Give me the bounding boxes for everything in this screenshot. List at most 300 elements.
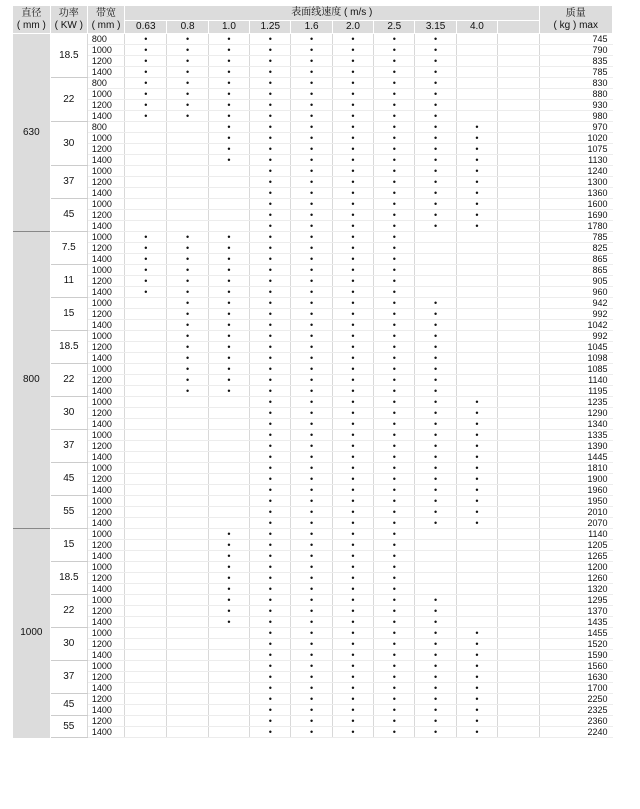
- belt-width-cell: 1400: [87, 452, 124, 463]
- availability-dot: •: [291, 639, 332, 650]
- empty-cell: [125, 177, 167, 188]
- power-cell: 15: [50, 529, 87, 562]
- availability-dot: •: [415, 628, 456, 639]
- empty-cell: [498, 650, 539, 661]
- availability-dot: •: [250, 474, 291, 485]
- table-row: [13, 331, 613, 342]
- availability-dot: •: [167, 100, 208, 111]
- availability-dot: •: [250, 67, 291, 78]
- availability-dot: •: [250, 672, 291, 683]
- availability-dot: •: [332, 34, 373, 45]
- spec-table-container: [13, 6, 613, 738]
- power-unit: ( KW ): [54, 20, 83, 31]
- belt-width-cell: 1000: [87, 364, 124, 375]
- availability-dot: •: [332, 56, 373, 67]
- empty-cell: [415, 254, 456, 265]
- speed-col-header: 2.5: [374, 21, 415, 34]
- table-row: [13, 56, 613, 67]
- power-cell: 7.5: [50, 232, 87, 265]
- availability-dot: •: [250, 276, 291, 287]
- empty-cell: [125, 595, 167, 606]
- availability-dot: •: [374, 144, 415, 155]
- empty-cell: [498, 122, 539, 133]
- table-row: [13, 716, 613, 727]
- mass-cell: 1295: [539, 595, 613, 606]
- empty-cell: [125, 507, 167, 518]
- table-row: [13, 100, 613, 111]
- availability-dot: •: [415, 188, 456, 199]
- empty-cell: [125, 474, 167, 485]
- availability-dot: •: [332, 485, 373, 496]
- empty-cell: [167, 705, 208, 716]
- mass-cell: 930: [539, 100, 613, 111]
- availability-dot: •: [374, 727, 415, 738]
- availability-dot: •: [456, 452, 497, 463]
- availability-dot: •: [167, 353, 208, 364]
- empty-cell: [208, 474, 249, 485]
- table-row: [13, 650, 613, 661]
- availability-dot: •: [374, 540, 415, 551]
- availability-dot: •: [374, 419, 415, 430]
- mass-cell: 2360: [539, 716, 613, 727]
- availability-dot: •: [250, 331, 291, 342]
- availability-dot: •: [125, 254, 167, 265]
- availability-dot: •: [250, 727, 291, 738]
- availability-dot: •: [374, 529, 415, 540]
- empty-cell: [498, 573, 539, 584]
- empty-cell: [125, 386, 167, 397]
- mass-cell: 1900: [539, 474, 613, 485]
- availability-dot: •: [250, 100, 291, 111]
- availability-dot: •: [415, 452, 456, 463]
- availability-dot: •: [125, 100, 167, 111]
- mass-cell: 1370: [539, 606, 613, 617]
- mass-cell: 992: [539, 309, 613, 320]
- empty-cell: [456, 298, 497, 309]
- availability-dot: •: [374, 254, 415, 265]
- availability-dot: •: [250, 375, 291, 386]
- empty-cell: [498, 155, 539, 166]
- empty-cell: [456, 551, 497, 562]
- availability-dot: •: [250, 496, 291, 507]
- availability-dot: •: [415, 386, 456, 397]
- belt-width-cell: 1400: [87, 705, 124, 716]
- power-cell: 22: [50, 595, 87, 628]
- availability-dot: •: [125, 265, 167, 276]
- belt-width-cell: 1200: [87, 540, 124, 551]
- availability-dot: •: [250, 705, 291, 716]
- availability-dot: •: [208, 243, 249, 254]
- empty-cell: [167, 584, 208, 595]
- availability-dot: •: [167, 67, 208, 78]
- availability-dot: •: [456, 716, 497, 727]
- availability-dot: •: [250, 221, 291, 232]
- empty-cell: [498, 67, 539, 78]
- availability-dot: •: [125, 287, 167, 298]
- availability-dot: •: [208, 364, 249, 375]
- availability-dot: •: [374, 243, 415, 254]
- mass-cell: 960: [539, 287, 613, 298]
- empty-cell: [167, 133, 208, 144]
- table-row: [13, 386, 613, 397]
- availability-dot: •: [167, 342, 208, 353]
- availability-dot: •: [291, 386, 332, 397]
- empty-cell: [125, 716, 167, 727]
- availability-dot: •: [208, 100, 249, 111]
- availability-dot: •: [415, 650, 456, 661]
- availability-dot: •: [415, 705, 456, 716]
- diameter-cell: 630: [13, 34, 50, 232]
- speed-col-header: 1.25: [250, 21, 291, 34]
- power-cell: 15: [50, 298, 87, 331]
- spec-table: [13, 6, 613, 738]
- table-row: [13, 254, 613, 265]
- availability-dot: •: [415, 342, 456, 353]
- table-row: [13, 199, 613, 210]
- availability-dot: •: [250, 408, 291, 419]
- empty-cell: [456, 56, 497, 67]
- availability-dot: •: [332, 584, 373, 595]
- availability-dot: •: [125, 243, 167, 254]
- availability-dot: •: [332, 166, 373, 177]
- empty-cell: [456, 606, 497, 617]
- availability-dot: •: [332, 320, 373, 331]
- belt-width-cell: 1200: [87, 100, 124, 111]
- availability-dot: •: [208, 551, 249, 562]
- availability-dot: •: [332, 298, 373, 309]
- availability-dot: •: [332, 353, 373, 364]
- availability-dot: •: [332, 89, 373, 100]
- availability-dot: •: [415, 177, 456, 188]
- table-row: [13, 584, 613, 595]
- empty-cell: [498, 485, 539, 496]
- availability-dot: •: [374, 397, 415, 408]
- empty-cell: [125, 122, 167, 133]
- availability-dot: •: [125, 56, 167, 67]
- mass-cell: 2240: [539, 727, 613, 738]
- availability-dot: •: [415, 122, 456, 133]
- table-row: [13, 188, 613, 199]
- availability-dot: •: [208, 342, 249, 353]
- availability-dot: •: [125, 232, 167, 243]
- availability-dot: •: [250, 144, 291, 155]
- empty-cell: [456, 595, 497, 606]
- availability-dot: •: [415, 485, 456, 496]
- table-row: [13, 122, 613, 133]
- mass-cell: 1200: [539, 562, 613, 573]
- availability-dot: •: [415, 606, 456, 617]
- availability-dot: •: [374, 34, 415, 45]
- table-row: [13, 155, 613, 166]
- availability-dot: •: [208, 529, 249, 540]
- belt-width-cell: 1000: [87, 430, 124, 441]
- availability-dot: •: [208, 67, 249, 78]
- empty-cell: [125, 573, 167, 584]
- empty-cell: [167, 540, 208, 551]
- empty-cell: [456, 45, 497, 56]
- availability-dot: •: [208, 298, 249, 309]
- empty-cell: [456, 331, 497, 342]
- belt-width-cell: 1200: [87, 441, 124, 452]
- empty-cell: [456, 353, 497, 364]
- availability-dot: •: [250, 364, 291, 375]
- availability-dot: •: [291, 34, 332, 45]
- availability-dot: •: [291, 342, 332, 353]
- empty-cell: [456, 265, 497, 276]
- availability-dot: •: [291, 408, 332, 419]
- mass-cell: 1455: [539, 628, 613, 639]
- empty-cell: [125, 430, 167, 441]
- speed-col-header: 0.8: [167, 21, 208, 34]
- empty-cell: [167, 573, 208, 584]
- availability-dot: •: [332, 628, 373, 639]
- availability-dot: •: [291, 661, 332, 672]
- availability-dot: •: [208, 375, 249, 386]
- availability-dot: •: [250, 562, 291, 573]
- belt-width-cell: 1000: [87, 133, 124, 144]
- belt-width-cell: 1200: [87, 177, 124, 188]
- availability-dot: •: [250, 232, 291, 243]
- availability-dot: •: [167, 276, 208, 287]
- availability-dot: •: [332, 254, 373, 265]
- availability-dot: •: [374, 331, 415, 342]
- availability-dot: •: [291, 672, 332, 683]
- availability-dot: •: [291, 166, 332, 177]
- availability-dot: •: [374, 507, 415, 518]
- empty-cell: [456, 386, 497, 397]
- availability-dot: •: [332, 683, 373, 694]
- availability-dot: •: [332, 188, 373, 199]
- table-row: [13, 518, 613, 529]
- availability-dot: •: [291, 155, 332, 166]
- availability-dot: •: [332, 540, 373, 551]
- empty-cell: [208, 507, 249, 518]
- availability-dot: •: [250, 595, 291, 606]
- mass-cell: 1130: [539, 155, 613, 166]
- availability-dot: •: [332, 221, 373, 232]
- empty-cell: [125, 463, 167, 474]
- mass-cell: 785: [539, 67, 613, 78]
- empty-cell: [167, 441, 208, 452]
- mass-cell: 1360: [539, 188, 613, 199]
- availability-dot: •: [250, 111, 291, 122]
- availability-dot: •: [250, 210, 291, 221]
- table-row: [13, 474, 613, 485]
- empty-cell: [125, 639, 167, 650]
- mass-cell: 1045: [539, 342, 613, 353]
- empty-cell: [498, 529, 539, 540]
- availability-dot: •: [250, 254, 291, 265]
- mass-cell: 1435: [539, 617, 613, 628]
- availability-dot: •: [291, 331, 332, 342]
- availability-dot: •: [456, 694, 497, 705]
- availability-dot: •: [456, 210, 497, 221]
- empty-cell: [167, 474, 208, 485]
- availability-dot: •: [332, 342, 373, 353]
- availability-dot: •: [291, 529, 332, 540]
- availability-dot: •: [208, 265, 249, 276]
- empty-cell: [167, 188, 208, 199]
- table-row: [13, 265, 613, 276]
- mass-cell: 1020: [539, 133, 613, 144]
- availability-dot: •: [374, 166, 415, 177]
- belt-width-cell: 1200: [87, 375, 124, 386]
- speed-col-header: 1.0: [208, 21, 249, 34]
- availability-dot: •: [250, 397, 291, 408]
- empty-cell: [167, 144, 208, 155]
- empty-cell: [498, 199, 539, 210]
- mass-cell: 1390: [539, 441, 613, 452]
- availability-dot: •: [250, 617, 291, 628]
- empty-cell: [456, 78, 497, 89]
- empty-cell: [456, 540, 497, 551]
- availability-dot: •: [332, 562, 373, 573]
- availability-dot: •: [250, 507, 291, 518]
- power-cell: 18.5: [50, 331, 87, 364]
- availability-dot: •: [415, 474, 456, 485]
- empty-cell: [208, 485, 249, 496]
- empty-cell: [167, 155, 208, 166]
- mass-cell: 745: [539, 34, 613, 45]
- availability-dot: •: [374, 265, 415, 276]
- availability-dot: •: [332, 551, 373, 562]
- availability-dot: •: [291, 496, 332, 507]
- table-row: [13, 441, 613, 452]
- availability-dot: •: [208, 111, 249, 122]
- availability-dot: •: [208, 254, 249, 265]
- belt-width-header: [87, 6, 124, 34]
- power-cell: 37: [50, 166, 87, 199]
- availability-dot: •: [291, 441, 332, 452]
- mass-cell: 1340: [539, 419, 613, 430]
- availability-dot: •: [332, 518, 373, 529]
- table-row: [13, 452, 613, 463]
- mass-cell: 1290: [539, 408, 613, 419]
- availability-dot: •: [332, 67, 373, 78]
- availability-dot: •: [250, 89, 291, 100]
- empty-cell: [498, 727, 539, 738]
- table-row: [13, 298, 613, 309]
- availability-dot: •: [332, 210, 373, 221]
- empty-cell: [456, 100, 497, 111]
- table-row: [13, 529, 613, 540]
- empty-cell: [125, 331, 167, 342]
- empty-cell: [167, 177, 208, 188]
- table-row: [13, 595, 613, 606]
- availability-dot: •: [250, 551, 291, 562]
- availability-dot: •: [456, 661, 497, 672]
- availability-dot: •: [332, 232, 373, 243]
- availability-dot: •: [456, 705, 497, 716]
- availability-dot: •: [250, 353, 291, 364]
- mass-cell: 1240: [539, 166, 613, 177]
- availability-dot: •: [291, 518, 332, 529]
- availability-dot: •: [374, 441, 415, 452]
- availability-dot: •: [374, 573, 415, 584]
- empty-cell: [498, 672, 539, 683]
- speed-col-header: 3.15: [415, 21, 456, 34]
- belt-width-cell: 1000: [87, 661, 124, 672]
- availability-dot: •: [415, 133, 456, 144]
- empty-cell: [167, 463, 208, 474]
- availability-dot: •: [167, 364, 208, 375]
- belt-width-cell: 1200: [87, 309, 124, 320]
- belt-width-cell: 1200: [87, 342, 124, 353]
- power-cell: 45: [50, 694, 87, 716]
- availability-dot: •: [208, 386, 249, 397]
- availability-dot: •: [456, 628, 497, 639]
- empty-cell: [456, 243, 497, 254]
- availability-dot: •: [250, 122, 291, 133]
- belt-width-cell: 1400: [87, 617, 124, 628]
- empty-cell: [415, 551, 456, 562]
- availability-dot: •: [374, 210, 415, 221]
- availability-dot: •: [291, 309, 332, 320]
- diameter-header: [13, 6, 50, 34]
- availability-dot: •: [332, 133, 373, 144]
- empty-cell: [167, 716, 208, 727]
- availability-dot: •: [332, 430, 373, 441]
- empty-cell: [456, 232, 497, 243]
- availability-dot: •: [456, 133, 497, 144]
- availability-dot: •: [291, 100, 332, 111]
- power-cell: 22: [50, 78, 87, 122]
- availability-dot: •: [250, 661, 291, 672]
- empty-cell: [125, 364, 167, 375]
- availability-dot: •: [374, 595, 415, 606]
- belt-width-cell: 1000: [87, 89, 124, 100]
- empty-cell: [167, 551, 208, 562]
- table-row: [13, 408, 613, 419]
- mass-unit: ( kg ) max: [553, 20, 598, 31]
- belt-width-cell: 1400: [87, 683, 124, 694]
- empty-cell: [456, 320, 497, 331]
- table-row: [13, 397, 613, 408]
- empty-cell: [167, 518, 208, 529]
- empty-cell: [498, 705, 539, 716]
- empty-cell: [498, 309, 539, 320]
- empty-cell: [167, 727, 208, 738]
- availability-dot: •: [167, 386, 208, 397]
- availability-dot: •: [291, 628, 332, 639]
- availability-dot: •: [167, 287, 208, 298]
- availability-dot: •: [374, 221, 415, 232]
- availability-dot: •: [415, 100, 456, 111]
- availability-dot: •: [332, 650, 373, 661]
- speed-col-header: 2.0: [332, 21, 373, 34]
- mass-cell: 1320: [539, 584, 613, 595]
- availability-dot: •: [374, 485, 415, 496]
- power-cell: 37: [50, 430, 87, 463]
- availability-dot: •: [250, 463, 291, 474]
- empty-cell: [415, 584, 456, 595]
- empty-cell: [167, 562, 208, 573]
- availability-dot: •: [291, 452, 332, 463]
- availability-dot: •: [332, 265, 373, 276]
- availability-dot: •: [291, 507, 332, 518]
- empty-cell: [456, 584, 497, 595]
- empty-cell: [125, 298, 167, 309]
- empty-cell: [498, 683, 539, 694]
- availability-dot: •: [456, 221, 497, 232]
- availability-dot: •: [291, 485, 332, 496]
- availability-dot: •: [415, 716, 456, 727]
- empty-cell: [456, 562, 497, 573]
- availability-dot: •: [415, 320, 456, 331]
- empty-cell: [125, 727, 167, 738]
- mass-cell: 1700: [539, 683, 613, 694]
- table-row: [13, 628, 613, 639]
